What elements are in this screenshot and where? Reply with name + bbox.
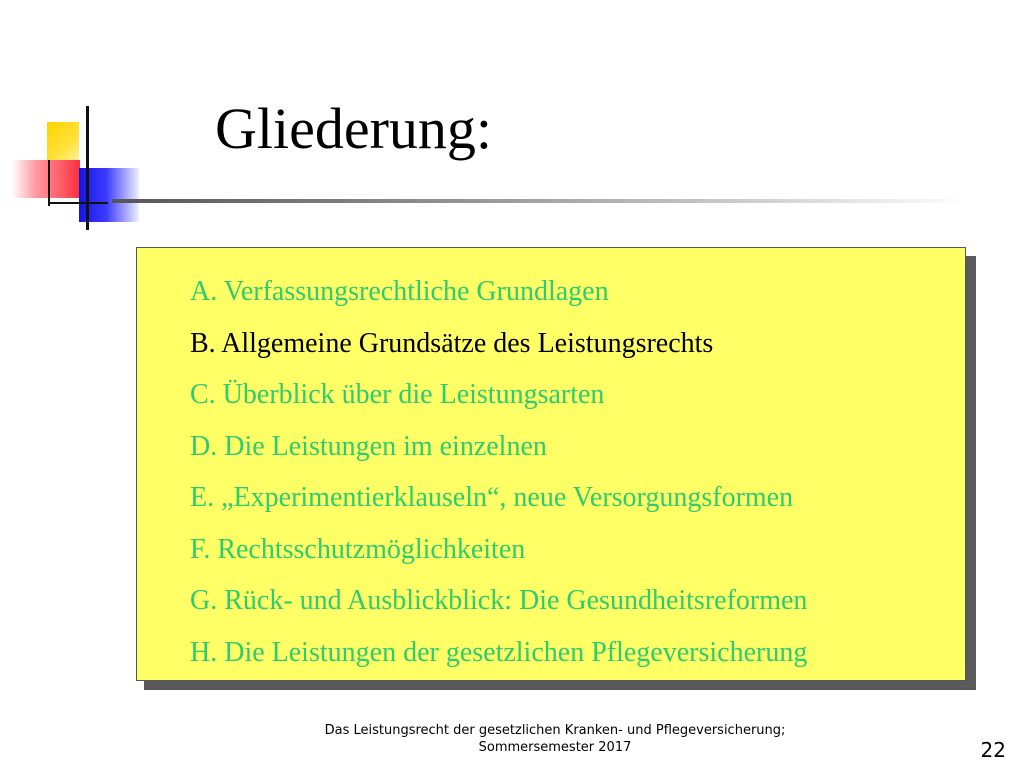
slide-title: Gliederung: bbox=[215, 96, 493, 161]
outline-item-g: G. Rück- und Ausblickblick: Die Gesundheitsreformen bbox=[190, 585, 808, 616]
footer-line-1: Das Leistungsrecht der gesetzlichen Kranken- und Pflegeversicherung; bbox=[324, 723, 786, 738]
outline-item-a: A. Verfassungsrechtliche Grundlagen bbox=[190, 276, 609, 307]
title-underline bbox=[112, 199, 972, 203]
outline-box bbox=[136, 247, 966, 681]
outline-item-d: D. Die Leistungen im einzelnen bbox=[190, 430, 547, 462]
yellow-square-shape bbox=[47, 122, 79, 164]
outline-item-b: B. Allgemeine Grundsätze des Leistungsrechts bbox=[190, 327, 714, 359]
vertical-line-shape-short bbox=[48, 160, 50, 206]
decorative-logo bbox=[0, 0, 160, 240]
outline-list bbox=[190, 266, 807, 678]
vertical-line-shape bbox=[86, 106, 89, 230]
horizontal-line-shape bbox=[48, 202, 108, 204]
slide-footer bbox=[250, 722, 860, 756]
outline-item-c: C. Überblick über die Leistungsarten bbox=[190, 379, 605, 410]
page-number: 22 bbox=[980, 738, 1006, 762]
red-square-shape bbox=[12, 160, 80, 198]
footer-line-2: Sommersemester 2017 bbox=[478, 740, 632, 755]
outline-item-f: F. Rechtsschutzmöglichkeiten bbox=[190, 533, 526, 565]
outline-item-e: E. „Experimentierklauseln“, neue Versorgungsformen bbox=[190, 482, 794, 513]
outline-item-h: H. Die Leistungen der gesetzlichen Pflegeversicherung bbox=[190, 636, 808, 668]
